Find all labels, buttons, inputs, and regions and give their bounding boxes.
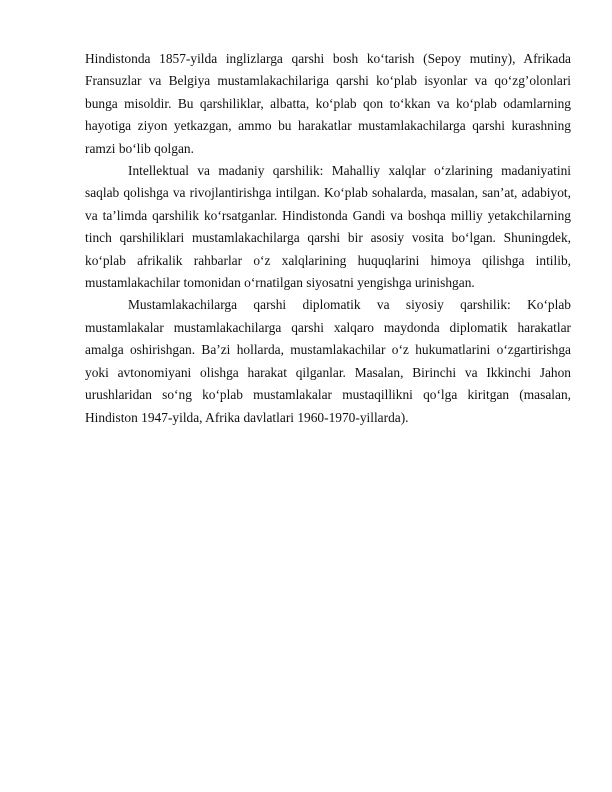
body-text <box>85 48 571 429</box>
paragraph-sepoy-mutiny: Hindistonda 1857-yilda inglizlarga qarshi bosh ko‘tarish (Sepoy mutiny), Afrikada Fransuzlar va Belgiya mustamlakachilariga qarshi ko‘plab isyonlar va qo‘zg’olonlari bunga misoldir. Bu qarshiliklar, albatta, ko‘plab qon to‘kkan va ko‘plab odamlarning hayotiga ziyon yetkazgan, ammo bu harakatlar mustamlakachilarga qarshi kurashning ramzi bo‘lib qolgan. <box>85 51 571 156</box>
paragraph-diplomatic-resistance: Mustamlakachilarga qarshi diplomatik va siyosiy qarshilik: Ko‘plab mustamlakalar mustamlakachilarga qarshi xalqaro maydonda diplomatik harakatlar amalga oshirishgan. Ba’zi hollarda, mustamlakachilar o‘z hukumatlarini o‘zgartirishga yoki avtonomiyani olishga harakat qilganlar. Masalan, Birinchi va Ikkinchi Jahon urushlaridan so‘ng ko‘plab mustamlakalar mustaqillikni qo‘lga kiritgan (masalan, Hindiston 1947-yilda, Afrika davlatlari 1960-1970-yillarda). <box>85 297 571 425</box>
paragraph-intellectual-resistance: Intellektual va madaniy qarshilik: Mahalliy xalqlar o‘zlarining madaniyatini saqlab qolishga va rivojlantirishga intilgan. Ko‘plab sohalarda, masalan, san’at, adabiyot, va ta’limda qarshilik ko‘rsatganlar. Hindistonda Gandi va boshqa milliy yetakchilarning tinch qarshiliklari mustamlakachilarga qarshi bir asosiy vosita bo‘lgan. Shuningdek, ko‘plab afrikalik rahbarlar o‘z xalqlarining huquqlarini himoya qilishga intilib, mustamlakachilar tomonidan o‘rnatilgan siyosatni yengishga urinishgan. <box>85 163 571 291</box>
